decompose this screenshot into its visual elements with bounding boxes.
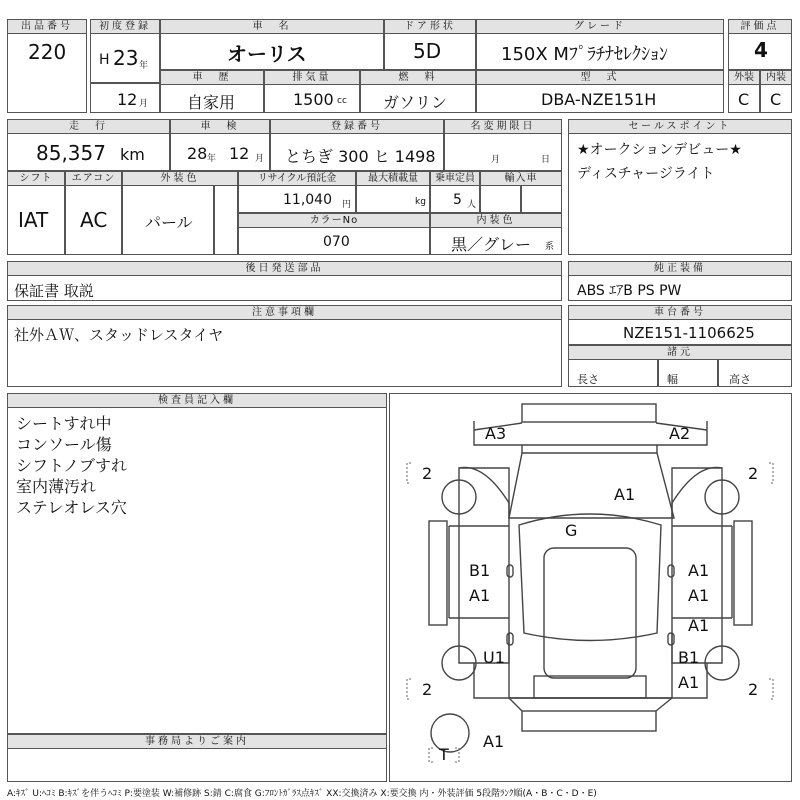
car-name: オーリス xyxy=(227,42,307,66)
grade: 150X Mﾌﾟﾗﾁﾅｾﾚｸｼｮﾝ xyxy=(501,44,668,65)
mileage-cell xyxy=(7,133,170,171)
front-bumper-shape xyxy=(522,404,656,422)
ext-grade: C xyxy=(738,90,750,109)
first-reg-cell xyxy=(90,33,160,83)
name-change-label: 名変期限日 xyxy=(444,119,562,134)
trunk-shape xyxy=(534,676,646,698)
inspection-cell xyxy=(170,133,270,171)
right-side-panel xyxy=(734,521,752,625)
inspector-line: コンソール傷 xyxy=(16,435,112,454)
displacement-cell xyxy=(264,84,360,113)
windshield-roof-shape xyxy=(519,514,661,641)
damage-mark: 2 xyxy=(422,464,433,483)
equipment-label: 純正装備 xyxy=(568,261,792,276)
width-cell xyxy=(658,359,718,387)
parts-cell xyxy=(7,275,562,301)
int-grade-label: 内装 xyxy=(760,70,792,85)
inspect-month-unit: 月 xyxy=(255,154,265,164)
first-reg-label: 初度登録 xyxy=(90,19,160,34)
office-label: 事務局よりご案内 xyxy=(7,734,387,749)
reg-month: 12 xyxy=(117,90,138,109)
inspector-line: 室内薄汚れ xyxy=(16,477,97,496)
notes: 社外ＡＷ、スタッドレスタイヤ xyxy=(14,326,224,344)
reg-month-unit: 月 xyxy=(139,99,149,109)
inspect-month: 12 xyxy=(229,144,250,163)
damage-mark: 2 xyxy=(748,680,759,699)
history-label: 車 歴 xyxy=(160,70,264,85)
regno-cell xyxy=(270,133,444,171)
model-label: 型 式 xyxy=(476,70,724,85)
change-day-unit: 日 xyxy=(541,155,551,165)
inspector-label: 検査員記入欄 xyxy=(7,393,387,408)
color-no-cell xyxy=(238,227,430,255)
height-label: 高さ xyxy=(729,373,751,386)
name-change-cell xyxy=(444,133,562,171)
mileage-label: 走 行 xyxy=(7,119,170,134)
sales-point-1: ★オークションデビュー★ xyxy=(577,142,742,158)
width-label: 幅 xyxy=(667,373,678,386)
damage-mark: A1 xyxy=(688,586,710,605)
import-cell-a xyxy=(480,185,521,213)
damage-mark: A3 xyxy=(485,424,507,443)
mileage-unit: km xyxy=(120,145,145,164)
score-label: 評価点 xyxy=(728,19,792,34)
recycle-label: リサイクル預託金 xyxy=(238,171,356,186)
ac-cell xyxy=(65,185,122,255)
damage-mark: T xyxy=(439,745,449,764)
parts-label: 後日発送部品 xyxy=(7,261,562,276)
max-load-cell xyxy=(356,185,430,213)
shift-label: シフト xyxy=(7,171,65,186)
history: 自家用 xyxy=(187,93,236,112)
color-sub-cell xyxy=(214,185,238,255)
left-side-panel xyxy=(429,521,447,625)
ac-label: エアコン xyxy=(65,171,122,186)
int-grade: C xyxy=(770,90,782,109)
car-name-label: 車 名 xyxy=(160,19,384,34)
model-cell xyxy=(476,84,724,113)
color-no: 070 xyxy=(323,234,350,250)
model-code: DBA-NZE151H xyxy=(541,90,657,109)
inspector-line: ステレオレス穴 xyxy=(16,498,127,517)
reg-month-cell xyxy=(90,83,160,113)
fuel-label: 燃 料 xyxy=(360,70,476,85)
office-cell xyxy=(7,748,387,782)
damage-mark: A1 xyxy=(688,561,710,580)
damage-mark: B1 xyxy=(469,561,491,580)
damage-mark: A1 xyxy=(483,732,505,751)
inspection-label: 車 検 xyxy=(170,119,270,134)
inspector-cell xyxy=(7,407,387,734)
score: 4 xyxy=(754,38,768,62)
lot-cell xyxy=(7,33,87,113)
car-name-cell xyxy=(160,33,384,70)
era: H xyxy=(99,52,110,68)
damage-mark: A1 xyxy=(614,485,636,504)
damage-mark: 2 xyxy=(748,464,759,483)
sales-point-cell xyxy=(568,133,792,255)
roof-shape xyxy=(544,548,636,678)
damage-mark: G xyxy=(565,521,578,540)
change-month-unit: 月 xyxy=(491,155,501,165)
color-label: 外装色 xyxy=(122,171,238,186)
door-type: 5D xyxy=(413,39,442,63)
ext-grade-cell xyxy=(728,84,760,113)
fuel: ガソリン xyxy=(383,93,448,112)
mileage: 85,357 xyxy=(36,141,106,165)
int-grade-cell xyxy=(760,84,792,113)
damage-mark: A1 xyxy=(688,616,710,635)
reg-year-unit: 年 xyxy=(139,61,149,71)
grade-label: グレード xyxy=(476,19,724,34)
color-cell xyxy=(122,185,214,255)
inspect-year-unit: 年 xyxy=(207,154,217,164)
damage-mark: A1 xyxy=(469,586,491,605)
damage-mark: B1 xyxy=(678,648,700,667)
fuel-cell xyxy=(360,84,476,113)
chassis-label: 車台番号 xyxy=(568,305,792,320)
dims-label: 諸元 xyxy=(568,345,792,360)
ext-grade-label: 外装 xyxy=(728,70,760,85)
displacement-unit: cc xyxy=(337,96,347,106)
inspector-notes xyxy=(16,413,127,518)
capacity-unit: 人 xyxy=(467,200,477,210)
spare-tire-shape xyxy=(431,714,469,752)
recycle-cell xyxy=(238,185,356,213)
reg-year: 23 xyxy=(113,46,139,70)
lot-number: 220 xyxy=(28,40,67,64)
history-cell xyxy=(160,84,264,113)
door-label: ドア形状 xyxy=(384,19,476,34)
capacity-label: 乗車定員 xyxy=(430,171,480,186)
displacement-label: 排気量 xyxy=(264,70,360,85)
sales-point-2: ディスチャージライト xyxy=(577,166,715,182)
regno: とちぎ 300 ヒ 1498 xyxy=(285,147,436,166)
length-cell xyxy=(568,359,658,387)
legend: A:ｷｽﾞ U:ﾍｺﾐ B:ｷｽﾞを伴うﾍｺﾐ P:要塗装 W:補修跡 S:錆 C:腐食 G:ﾌﾛﾝﾄｶﾞﾗｽ点ｷｽﾞ XX:交換済み X:要交換 内・外装評価 5段階ﾗﾝｸ順(A・B・C・D・E) xyxy=(7,789,597,799)
damage-mark: 2 xyxy=(422,680,433,699)
car-diagram xyxy=(389,393,792,782)
max-load-label: 最大積載量 xyxy=(356,171,430,186)
import-cell-b xyxy=(521,185,562,213)
lot-label: 出品番号 xyxy=(7,19,87,34)
hood-shape xyxy=(509,453,674,518)
notes-label: 注意事項欄 xyxy=(7,305,562,320)
displacement: 1500 xyxy=(293,90,334,109)
sales-point-label: セールスポイント xyxy=(568,119,792,134)
interior-color: 黒／グレー xyxy=(451,235,532,254)
damage-mark: U1 xyxy=(483,648,505,667)
chassis-cell xyxy=(568,319,792,345)
inspector-line: シートすれ中 xyxy=(16,414,112,433)
regno-label: 登録番号 xyxy=(270,119,444,134)
length-label: 長さ xyxy=(577,373,599,386)
damage-mark: A1 xyxy=(678,673,700,692)
ac: AC xyxy=(80,208,108,232)
color: パール xyxy=(145,213,193,232)
equipment: ABS ｴｱB PS PW xyxy=(577,283,682,299)
capacity: 5 xyxy=(453,192,462,208)
inspector-line: シフトノブすれ xyxy=(16,456,128,475)
notes-cell xyxy=(7,319,562,387)
recycle-unit: 円 xyxy=(342,200,352,210)
score-cell xyxy=(728,33,792,70)
capacity-cell xyxy=(430,185,480,213)
chassis-number: NZE151-1106625 xyxy=(623,324,755,342)
import-label: 輸入車 xyxy=(480,171,562,186)
parts: 保証書 取説 xyxy=(14,282,94,300)
inspect-year: 28 xyxy=(187,144,208,163)
shift-cell xyxy=(7,185,65,255)
equipment-cell xyxy=(568,275,792,301)
interior-color-cell xyxy=(430,227,562,255)
damage-mark: A2 xyxy=(669,424,691,443)
max-load-unit: kg xyxy=(415,197,426,207)
color-no-label: カラーNo xyxy=(238,213,430,228)
interior-color-label: 内装色 xyxy=(430,213,562,228)
door-cell xyxy=(384,33,476,70)
recycle: 11,040 xyxy=(283,192,332,208)
grade-cell xyxy=(476,33,724,70)
rear-bumper-shape xyxy=(522,711,656,731)
height-cell xyxy=(718,359,792,387)
interior-color-unit: 系 xyxy=(545,242,555,252)
shift: IAT xyxy=(18,208,49,232)
